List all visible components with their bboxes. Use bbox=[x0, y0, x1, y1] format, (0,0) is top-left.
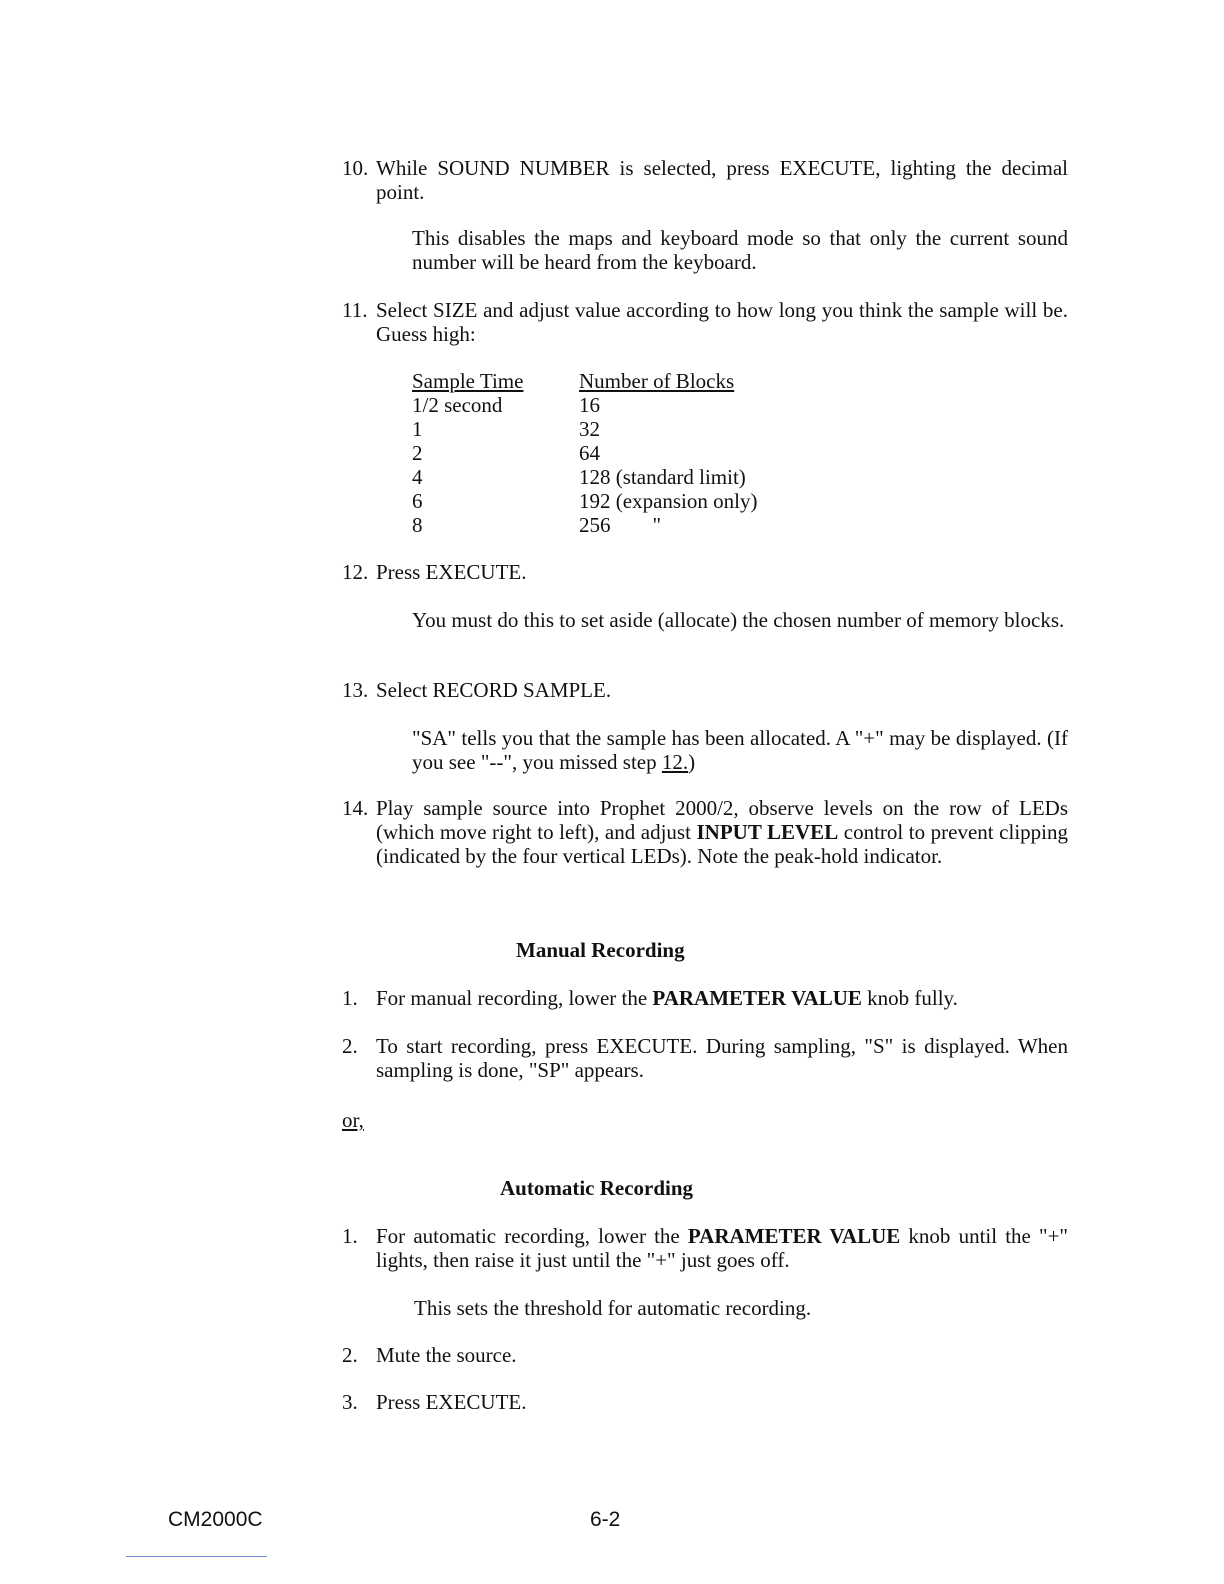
manual-step-1 bbox=[342, 986, 1068, 1010]
manual-step-2 bbox=[342, 1034, 1068, 1082]
table-row bbox=[412, 513, 757, 537]
table-row bbox=[412, 393, 757, 417]
scan-edge-line bbox=[126, 1556, 267, 1557]
table-cell: 32 bbox=[579, 417, 600, 441]
step-text-part: For manual recording, lower the bbox=[376, 986, 653, 1010]
step-number: 12. bbox=[342, 560, 369, 584]
footer-page-number: 6-2 bbox=[590, 1508, 621, 1531]
automatic-step-1 bbox=[342, 1224, 1068, 1272]
table-cell: 128 (standard limit) bbox=[579, 465, 746, 489]
note-step-10: This disables the maps and keyboard mode so that only the current sound number will be heard from the keyboard. bbox=[412, 226, 1068, 274]
step-text: Press EXECUTE. bbox=[376, 1390, 527, 1414]
step-text: Select SIZE and adjust value according to how long you think the sample will be. Guess high: bbox=[376, 298, 1068, 346]
table-row bbox=[412, 417, 757, 441]
step-number: 1. bbox=[342, 1224, 358, 1248]
step-text: While SOUND NUMBER is selected, press EXECUTE, lighting the decimal point. bbox=[376, 156, 1068, 204]
step-text bbox=[376, 1224, 1068, 1272]
manual-recording-heading: Manual Recording bbox=[516, 938, 685, 962]
step-11 bbox=[342, 298, 1068, 346]
footer-doc-code: CM2000C bbox=[168, 1508, 263, 1531]
step-number: 2. bbox=[342, 1034, 358, 1058]
note-text: "SA" tells you that the sample has been allocated. A "+" may be displayed. (If you see "--", you missed step bbox=[412, 726, 1068, 774]
table-row bbox=[412, 441, 757, 465]
step-text-part: knob until the "+" lights, then raise it just until the "+" just goes off. bbox=[376, 1224, 1069, 1272]
table-cell: 4 bbox=[412, 465, 423, 489]
step-reference: 12. bbox=[661, 750, 689, 774]
table-cell: 16 bbox=[579, 393, 600, 417]
step-number: 2. bbox=[342, 1343, 358, 1367]
step-text bbox=[376, 986, 1068, 1010]
column-header: Sample Time bbox=[412, 369, 524, 393]
or-connector: or, bbox=[342, 1108, 364, 1132]
step-text-part: Play sample source into Prophet 2000/2, observe levels on the row of LEDs (which move right to left), and adjust bbox=[376, 796, 1068, 844]
control-name: INPUT LEVEL bbox=[696, 820, 839, 844]
table-cell: 64 bbox=[579, 441, 600, 465]
table-cell: 256 " bbox=[579, 513, 662, 537]
automatic-step-2 bbox=[342, 1343, 1068, 1367]
step-number: 11. bbox=[342, 298, 368, 322]
sample-size-table bbox=[412, 369, 757, 537]
table-cell: 1/2 second bbox=[412, 393, 503, 417]
automatic-step-3 bbox=[342, 1390, 1068, 1414]
step-number: 10. bbox=[342, 156, 369, 180]
table-cell: 192 (expansion only) bbox=[579, 489, 758, 513]
step-14 bbox=[342, 796, 1068, 868]
step-10 bbox=[342, 156, 1068, 204]
table-cell: 6 bbox=[412, 489, 423, 513]
step-number: 1. bbox=[342, 986, 358, 1010]
table-row bbox=[412, 465, 757, 489]
table-cell: 1 bbox=[412, 417, 423, 441]
step-text bbox=[376, 796, 1068, 868]
step-text-part: For automatic recording, lower the bbox=[376, 1224, 688, 1248]
automatic-recording-heading: Automatic Recording bbox=[500, 1176, 694, 1200]
step-text: To start recording, press EXECUTE. During sampling, "S" is displayed. When sampling is done, "SP" appears. bbox=[376, 1034, 1068, 1082]
note-text-end: ) bbox=[688, 750, 696, 774]
table-header-row bbox=[412, 369, 757, 393]
step-text: Mute the source. bbox=[376, 1343, 517, 1367]
control-name: PARAMETER VALUE bbox=[652, 986, 862, 1010]
column-header: Number of Blocks bbox=[579, 369, 735, 393]
table-cell: 8 bbox=[412, 513, 423, 537]
step-number: 14. bbox=[342, 796, 369, 820]
table-row bbox=[412, 489, 757, 513]
note-step-13 bbox=[412, 726, 1068, 774]
step-number: 13. bbox=[342, 678, 369, 702]
table-cell: 2 bbox=[412, 441, 423, 465]
step-number: 3. bbox=[342, 1390, 358, 1414]
step-text: Select RECORD SAMPLE. bbox=[376, 678, 612, 702]
note-automatic-step-1: This sets the threshold for automatic recording. bbox=[414, 1296, 812, 1320]
step-text-part: control to prevent clipping (indicated by the four vertical LEDs). Note the peak-hold indicator. bbox=[376, 820, 1068, 868]
note-step-12: You must do this to set aside (allocate) the chosen number of memory blocks. bbox=[412, 608, 1065, 632]
step-12 bbox=[342, 560, 1068, 584]
step-13 bbox=[342, 678, 1068, 702]
control-name: PARAMETER VALUE bbox=[687, 1224, 901, 1248]
step-text-part: knob fully. bbox=[861, 986, 958, 1010]
step-text: Press EXECUTE. bbox=[376, 560, 527, 584]
